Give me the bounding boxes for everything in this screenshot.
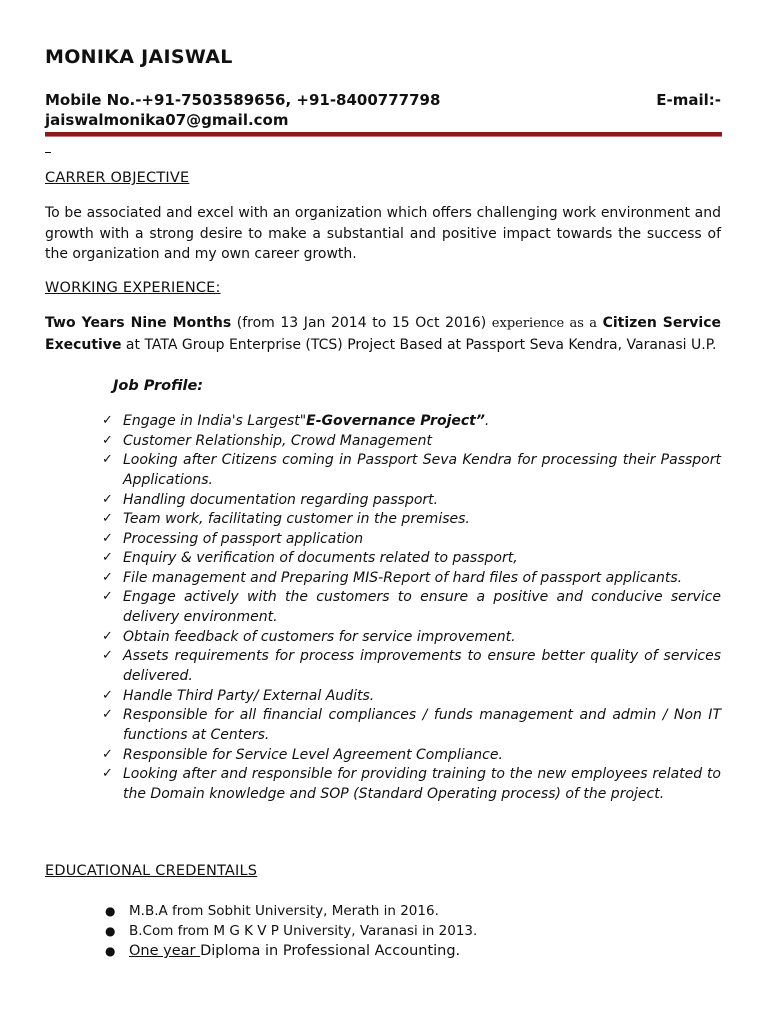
education-item-underlined: One year [129, 943, 201, 959]
education-item: M.B.A from Sobhit University, Merath in 2016. [129, 903, 439, 919]
education-item: B.Com from M G K V P University, Varanasi in 2013. [129, 923, 478, 939]
duty-text: Enquiry & verification of documents related to passport, [123, 550, 518, 566]
duty-text: Processing of passport application [123, 530, 364, 547]
checkmark-icon: ✓ [102, 452, 113, 467]
list-item [45, 627, 721, 647]
list-item [45, 901, 721, 921]
list-item [45, 431, 721, 451]
objective-heading: CARRER OBJECTIVE [45, 170, 190, 186]
list-item [45, 529, 721, 549]
checkmark-icon: ✓ [102, 746, 113, 762]
list-item [45, 587, 721, 627]
list-item [45, 490, 721, 510]
experience-details: at TATA Group Enterprise (TCS) Project Based at Passport Seva Kendra, Varanasi U.P. [121, 336, 717, 353]
education-list [45, 901, 721, 961]
checkmark-icon: ✓ [102, 707, 113, 722]
experience-summary [45, 313, 721, 355]
duty-text-suffix: . [484, 413, 490, 429]
bullet-icon: ● [105, 924, 116, 938]
duty-text-bold: E-Governance Project” [306, 413, 485, 429]
checkmark-icon: ✓ [102, 413, 113, 428]
duty-text: Team work, facilitating customer in the premises. [123, 511, 470, 527]
duty-text-prefix: Engage in India's Largest" [123, 413, 307, 429]
list-item [45, 450, 721, 490]
list-item [45, 568, 721, 588]
checkmark-icon: ✓ [102, 648, 113, 663]
job-profile-label: Job Profile: [113, 378, 204, 394]
duty-text: Engage actively with the customers to ensure a positive and conducive service delivery environment. [123, 589, 721, 625]
mobile-numbers: Mobile No.-+91-7503589656, +91-8400777798 [45, 91, 441, 109]
contact-block [45, 90, 721, 130]
list-item [45, 745, 721, 765]
header-divider [45, 132, 722, 137]
duty-text: Responsible for all financial compliances / funds management and admin / Non IT functions at Centers. [123, 707, 721, 743]
duty-text: Looking after Citizens coming in Passport Seva Kendra for processing their Passport Applications. [123, 452, 721, 488]
candidate-name: MONIKA JAISWAL [45, 46, 233, 68]
checkmark-icon: ✓ [102, 766, 113, 781]
list-item [45, 941, 721, 961]
email-address: jaiswalmonika07@gmail.com [45, 111, 289, 129]
experience-role: Citizen Service Executive [45, 315, 722, 353]
checkmark-icon: ✓ [102, 432, 113, 448]
list-item [45, 686, 721, 706]
checkmark-icon: ✓ [102, 530, 113, 546]
bullet-icon: ● [105, 904, 116, 918]
list-item [45, 921, 721, 941]
checkmark-icon: ✓ [102, 628, 113, 644]
objective-text: To be associated and excel with an organization which offers challenging work environment and growth with a strong desire to make a substantial and positive impact towards the success of the organization and my own career growth. [45, 205, 721, 262]
list-item [45, 548, 721, 568]
duties-list [45, 411, 721, 804]
duty-text: Handling documentation regarding passport. [123, 491, 439, 508]
duty-text: File management and Preparing MIS-Report of hard files of passport applicants. [123, 569, 683, 586]
experience-duration: Two Years Nine Months [45, 315, 232, 331]
checkmark-icon: ✓ [102, 550, 113, 565]
checkmark-icon: ✓ [102, 589, 113, 604]
checkmark-icon: ✓ [102, 511, 113, 526]
experience-dates: (from 13 Jan 2014 to 15 Oct 2016) [231, 315, 492, 331]
list-item [45, 509, 721, 529]
education-heading: EDUCATIONAL CREDENTAILS [45, 863, 258, 879]
experience-as-text: experience as a [491, 316, 597, 331]
duty-text: Obtain feedback of customers for service improvement. [123, 628, 516, 645]
experience-heading: WORKING EXPERIENCE: [45, 280, 221, 296]
education-item-rest: Diploma in Professional Accounting. [200, 943, 461, 959]
email-label: E-mail:- [656, 91, 721, 109]
list-item [45, 646, 721, 686]
list-item [45, 764, 721, 804]
duty-text: Customer Relationship, Crowd Management [123, 432, 433, 449]
checkmark-icon: ✓ [102, 491, 113, 507]
list-item [45, 411, 721, 431]
underline-mark [45, 144, 51, 153]
list-item [45, 705, 721, 745]
bullet-icon: ● [105, 944, 116, 958]
checkmark-icon: ✓ [102, 569, 113, 585]
duty-text: Looking after and responsible for providing training to the new employees related to the Domain knowledge and SOP (Standard Operating process) of the project. [123, 766, 721, 802]
duty-text: Assets requirements for process improvements to ensure better quality of services delivered. [123, 648, 721, 684]
duty-text: Handle Third Party/ External Audits. [123, 687, 375, 704]
checkmark-icon: ✓ [102, 687, 113, 703]
duty-text: Responsible for Service Level Agreement Compliance. [123, 746, 503, 763]
